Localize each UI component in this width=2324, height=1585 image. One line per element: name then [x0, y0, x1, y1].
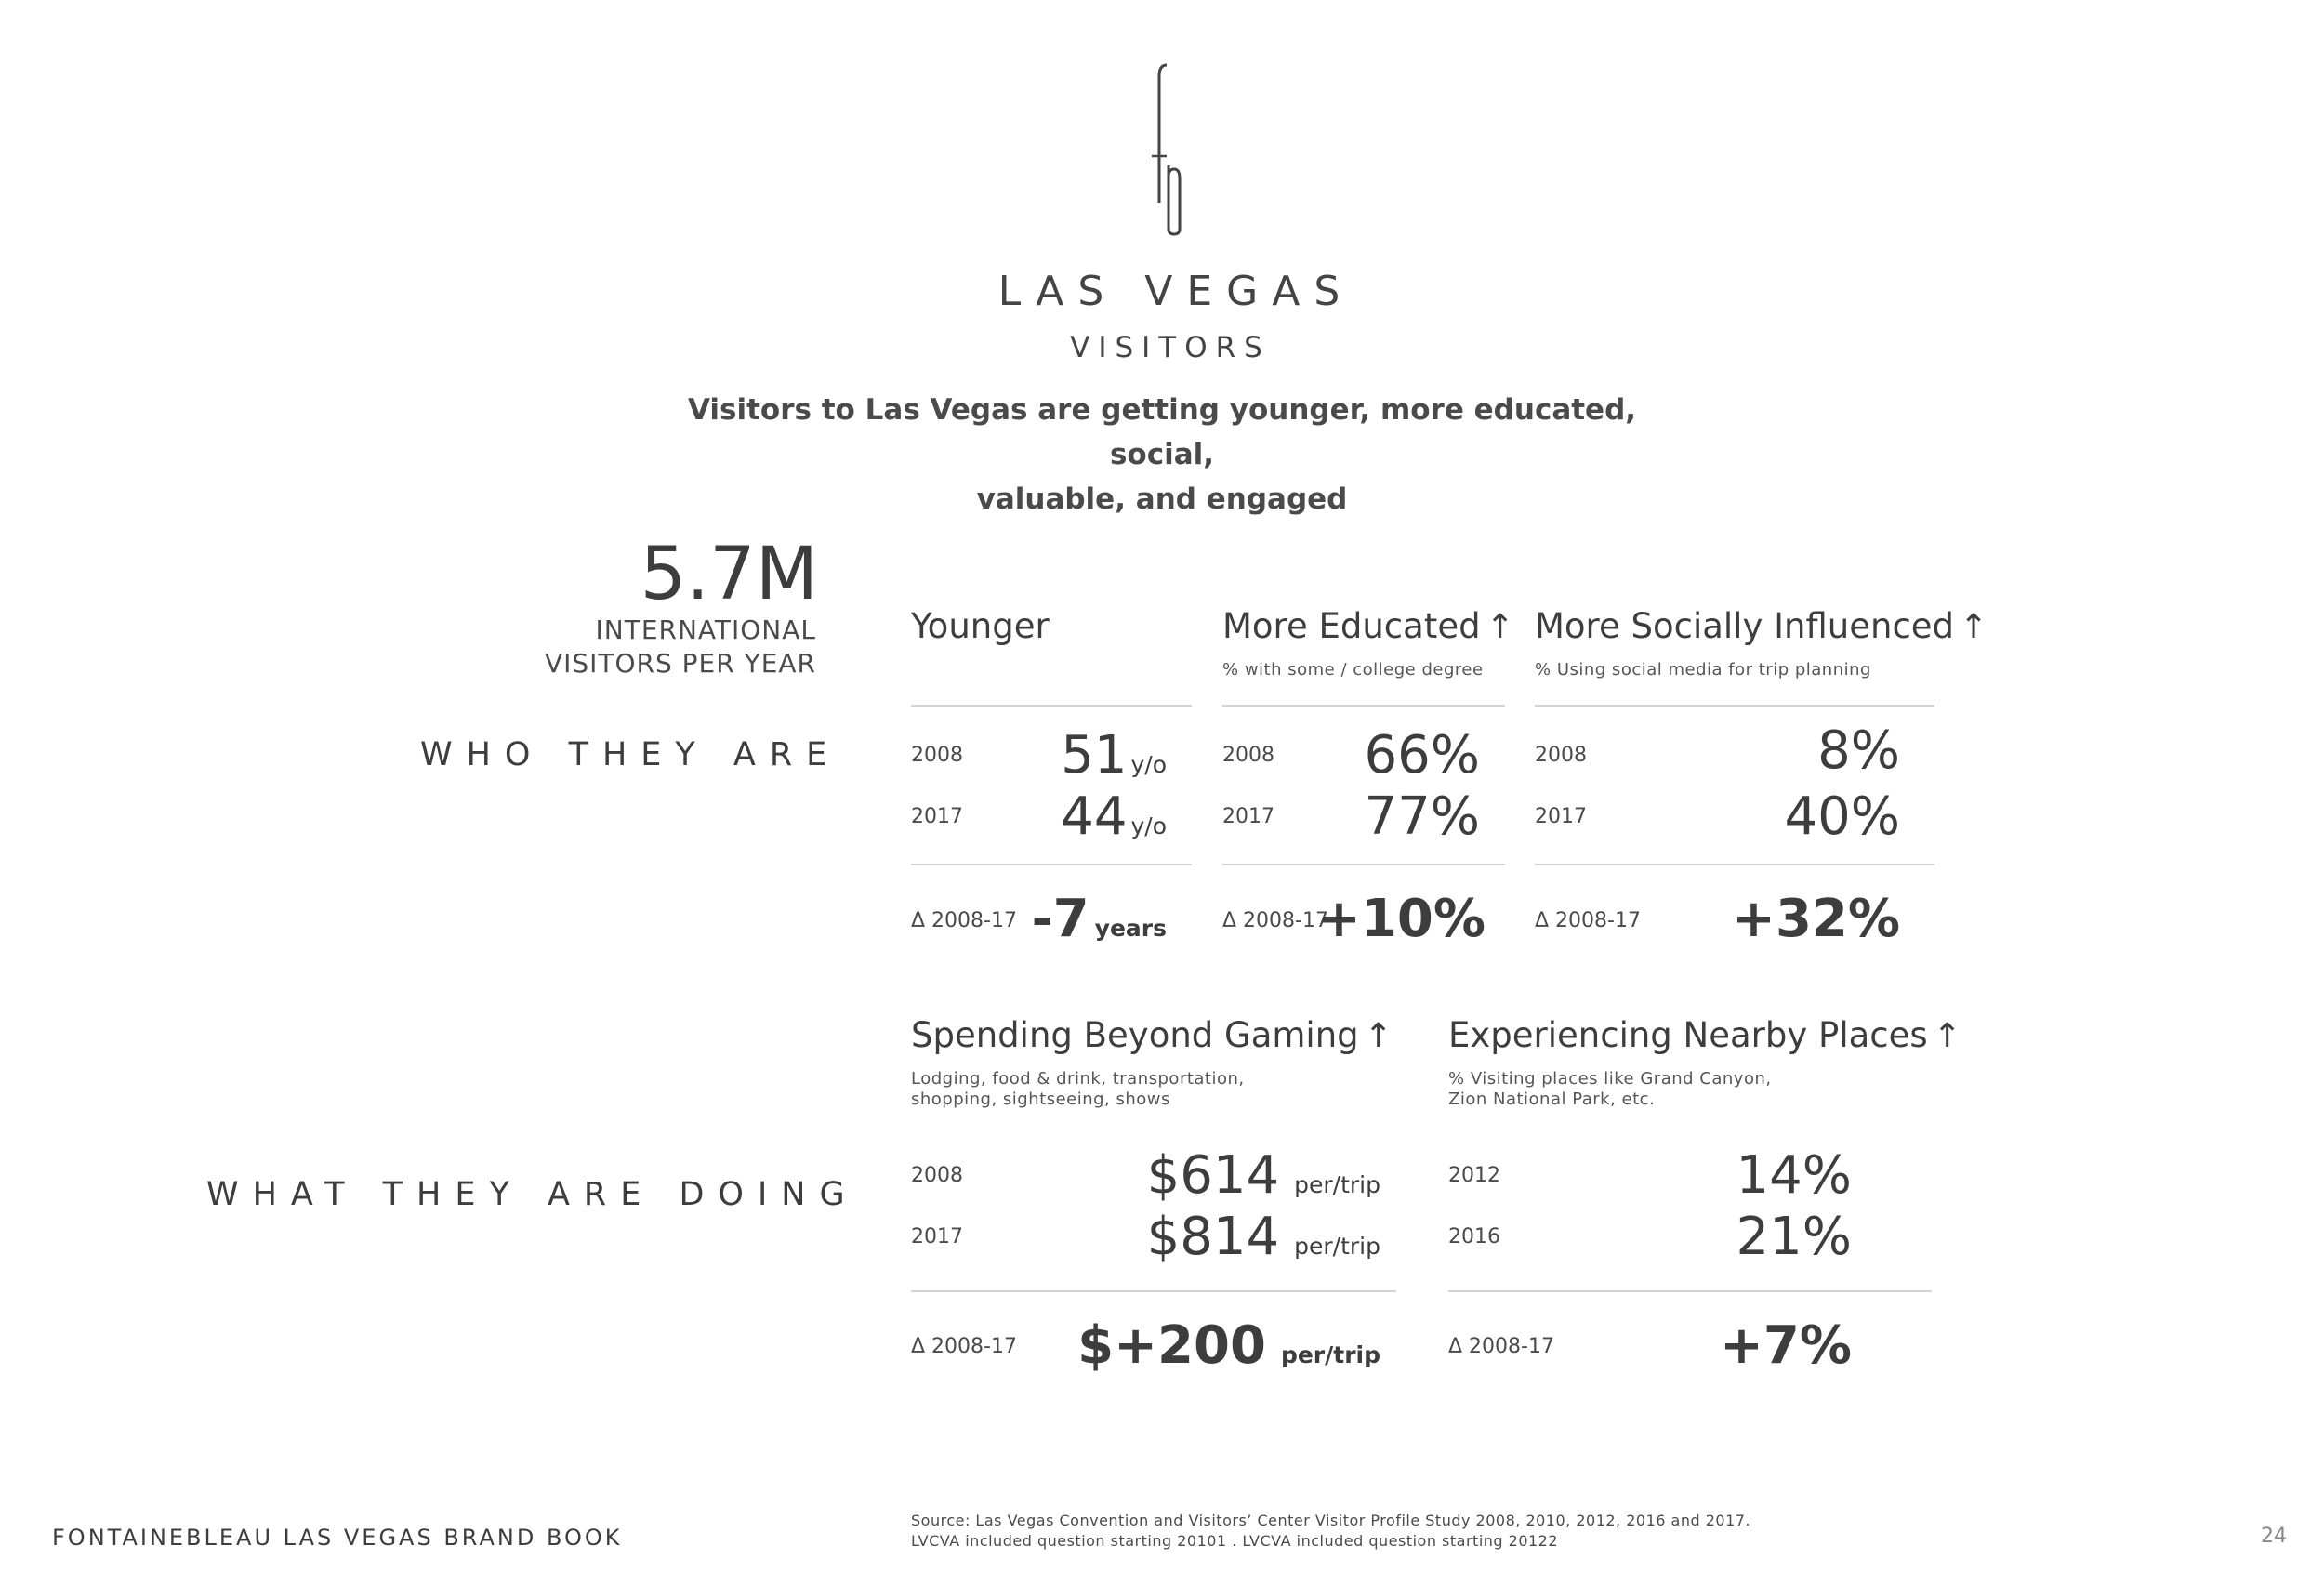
year-label: 2008: [911, 1164, 963, 1187]
source-note: [911, 1511, 1750, 1552]
fontainebleau-logo: [1139, 63, 1191, 236]
tagline-line-2: valuable, and engaged: [976, 482, 1348, 516]
international-visitors-caption: [545, 614, 816, 680]
value: 77%: [1364, 786, 1480, 847]
card-title-text: More Educated: [1222, 606, 1481, 646]
card-subtitle-line-1: % Visiting places like Grand Canyon,: [1448, 1069, 1772, 1089]
page-title: LAS VEGAS: [997, 268, 1354, 315]
divider: [911, 864, 1192, 865]
value-number: $814: [1146, 1207, 1280, 1267]
value: [1061, 725, 1167, 786]
delta-label: Δ 2008-17: [1535, 909, 1641, 932]
section-who-they-are: WHO THEY ARE: [420, 736, 841, 773]
value: 8%: [1817, 720, 1900, 781]
arrow-up-icon: ↑: [1364, 1017, 1393, 1055]
divider: [1448, 1290, 1932, 1292]
year-label: 2017: [1535, 805, 1587, 828]
year-label: 2017: [911, 1225, 963, 1248]
card-title-text: Experiencing Nearby Places: [1448, 1015, 1928, 1055]
divider: [911, 1290, 1396, 1292]
page-subtitle: VISITORS: [1070, 331, 1271, 364]
card-title: [1448, 1015, 1961, 1055]
caption-line-2: VISITORS PER YEAR: [544, 648, 816, 679]
value: 14%: [1736, 1145, 1852, 1206]
card-subtitle-line-1: Lodging, food & drink, transportation,: [911, 1069, 1245, 1089]
card-subtitle-line-2: Zion National Park, etc.: [1448, 1090, 1656, 1109]
card-title-text: Spending Beyond Gaming: [911, 1015, 1359, 1055]
delta-unit: per/trip: [1280, 1341, 1380, 1368]
card-subtitle: [1448, 1069, 1772, 1110]
delta-value: [1031, 889, 1167, 949]
card-title: [911, 1015, 1393, 1055]
source-line-2: LVCVA included question starting 20101 . LVCVA included question starting 20122: [911, 1532, 1559, 1550]
section-what-they-are-doing: WHAT THEY ARE DOING: [206, 1176, 859, 1213]
year-label: 2008: [1222, 744, 1274, 767]
tagline: [651, 388, 1673, 522]
divider: [1535, 705, 1934, 707]
delta-value: +7%: [1720, 1315, 1852, 1376]
card-title: [1535, 606, 1987, 646]
delta-value: +32%: [1732, 889, 1900, 949]
delta-value: +10%: [1317, 889, 1486, 949]
value: [1147, 1145, 1380, 1206]
divider: [1222, 864, 1505, 865]
card-subtitle-line-2: shopping, sightseeing, shows: [911, 1090, 1170, 1109]
delta-label: Δ 2008-17: [911, 1335, 1017, 1358]
divider: [911, 705, 1192, 707]
delta-number: -7: [1031, 889, 1089, 949]
value-number: $614: [1146, 1145, 1280, 1206]
value-number: 51: [1061, 725, 1128, 786]
card-subtitle: [911, 1069, 1245, 1110]
year-label: 2012: [1448, 1164, 1500, 1187]
year-label: 2017: [1222, 805, 1274, 828]
arrow-up-icon: ↑: [1960, 608, 1988, 646]
delta-value: [1077, 1315, 1380, 1376]
source-line-1: Source: Las Vegas Convention and Visitors’ Center Visitor Profile Study 2008, 2010, 2012, 2016 and 2017.: [911, 1512, 1751, 1529]
value: [1061, 786, 1167, 847]
card-title-text: More Socially Influenced: [1535, 606, 1955, 646]
year-label: 2008: [1535, 744, 1587, 767]
year-label: 2016: [1448, 1225, 1500, 1248]
delta-label: Δ 2008-17: [1222, 909, 1328, 932]
caption-line-1: INTERNATIONAL: [595, 614, 816, 645]
delta-label: Δ 2008-17: [911, 909, 1017, 932]
international-visitors-stat: 5.7M: [640, 533, 818, 616]
value: [1147, 1207, 1380, 1267]
value: 21%: [1736, 1207, 1852, 1267]
page-number: 24: [2261, 1525, 2287, 1548]
year-label: 2017: [911, 805, 963, 828]
delta-label: Δ 2008-17: [1448, 1335, 1554, 1358]
card-subtitle: % Using social media for trip planning: [1535, 660, 1871, 680]
card-title: [1222, 606, 1514, 646]
value: 40%: [1784, 786, 1900, 847]
brand-book-label: FONTAINEBLEAU LAS VEGAS BRAND BOOK: [52, 1525, 623, 1551]
arrow-up-icon: ↑: [1933, 1017, 1961, 1055]
value-unit: y/o: [1130, 751, 1167, 778]
year-label: 2008: [911, 744, 963, 767]
value-unit: per/trip: [1294, 1171, 1380, 1198]
card-subtitle: % with some / college degree: [1222, 660, 1484, 680]
card-title: Younger: [911, 606, 1050, 646]
delta-number: $+200: [1077, 1315, 1266, 1376]
arrow-up-icon: ↑: [1486, 608, 1514, 646]
value-number: 44: [1061, 786, 1128, 847]
divider: [1535, 864, 1934, 865]
delta-unit: years: [1094, 915, 1167, 942]
value: 66%: [1364, 725, 1480, 786]
tagline-line-1: Visitors to Las Vegas are getting younger, more educated, social,: [687, 393, 1637, 471]
value-unit: per/trip: [1294, 1233, 1380, 1260]
value-unit: y/o: [1130, 812, 1167, 839]
divider: [1222, 705, 1505, 707]
